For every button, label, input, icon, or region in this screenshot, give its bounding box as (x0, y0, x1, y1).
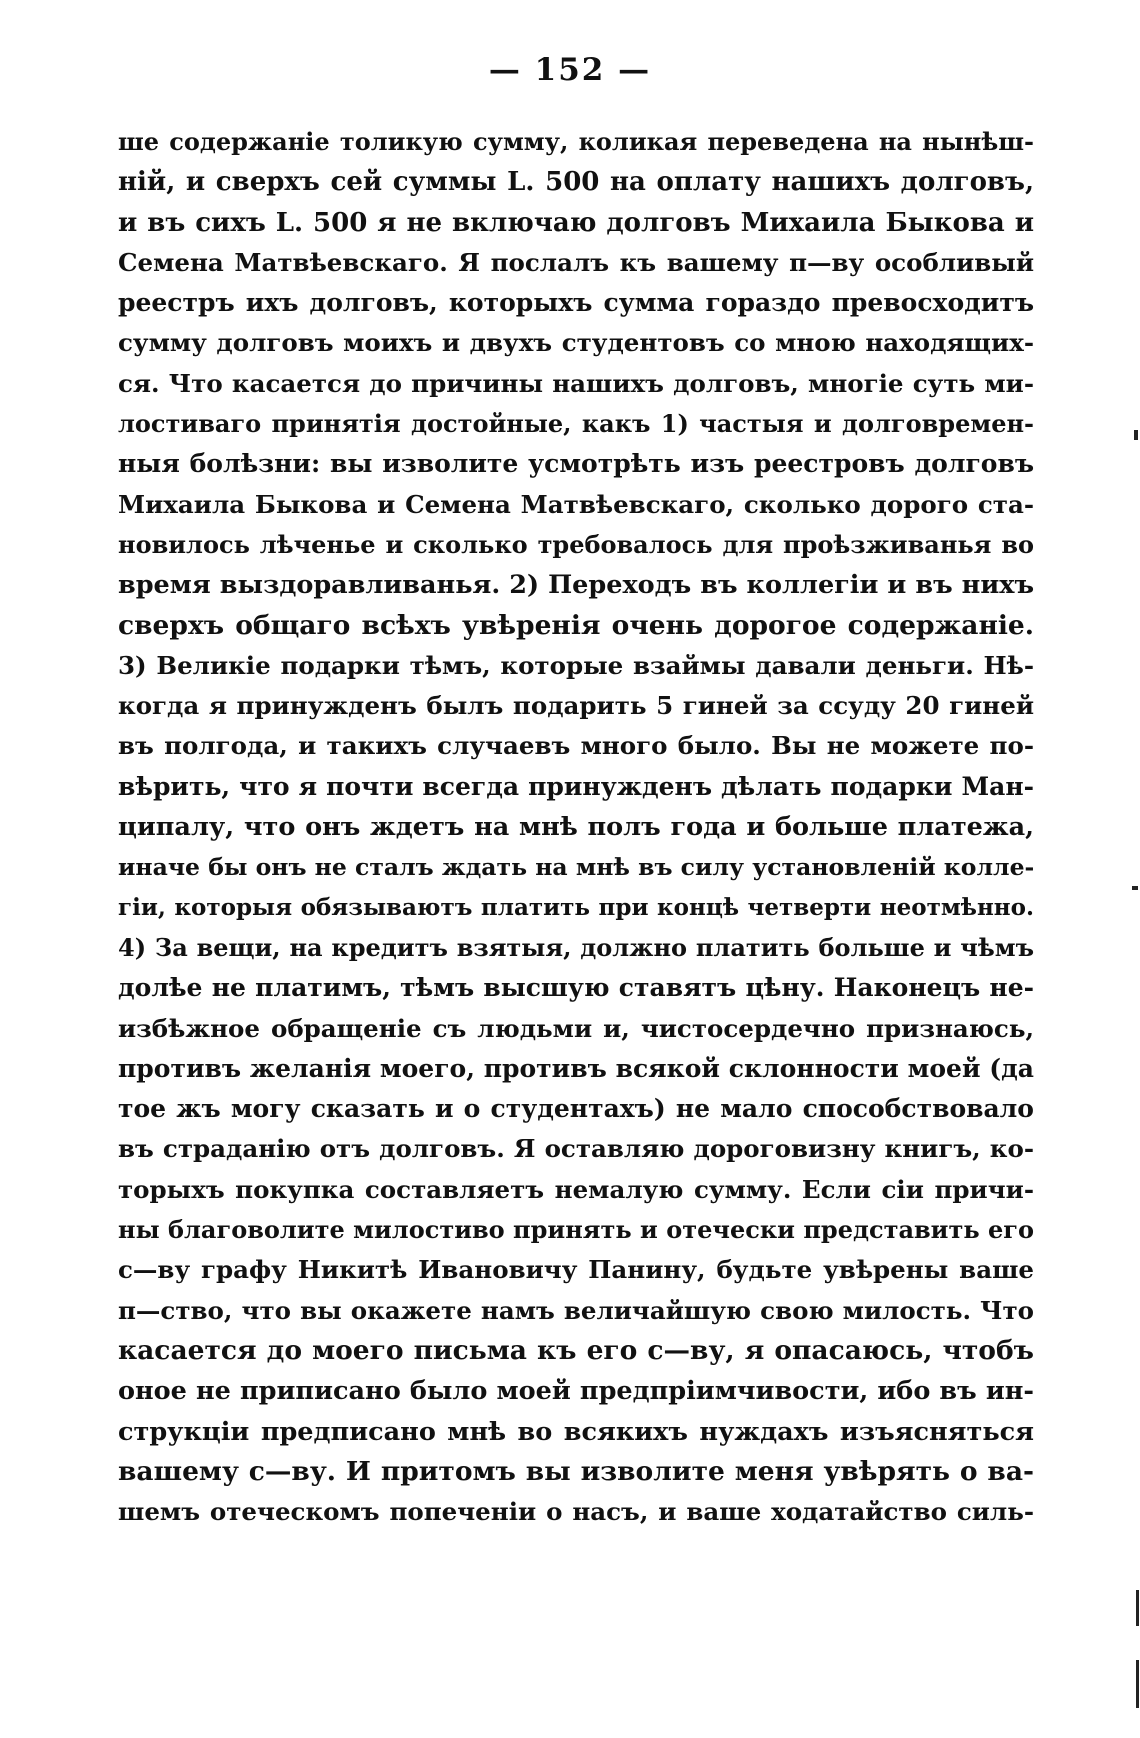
body-text (118, 122, 1034, 1532)
text-line: ны благоволите милостиво принять и отечески представить его (118, 1215, 1034, 1245)
text-line: оное не приписано было моей предпріимчивости, ибо въ ин- (118, 1376, 1034, 1407)
text-line: время выздоравливанья. 2) Переходъ въ коллегіи и въ нихъ (118, 570, 1034, 601)
text-line: тое жъ могу сказать и о студентахъ) не мало способствовало (118, 1094, 1034, 1124)
text-line: новилось лѣченье и сколько требовалось для проѣзживанья во (118, 529, 1034, 559)
text-line: ній, и сверхъ сей суммы L. 500 на оплату нашихъ долговъ, (118, 167, 1034, 198)
text-line: иначе бы онъ не сталъ ждать на мнѣ въ силу установленій колле- (118, 853, 1035, 882)
text-line: вѣрить, что я почти всегда принужденъ дѣлать подарки Ман- (118, 771, 1034, 801)
text-line: с—ву графу Никитѣ Ивановичу Панину, будьте увѣрены ваше (118, 1255, 1034, 1285)
text-line: ся. Что касается до причины нашихъ долговъ, многіе суть ми- (118, 368, 1034, 398)
text-line: ципалу, что онъ ждетъ на мнѣ полъ года и больше платежа, (118, 812, 1034, 843)
text-line: въ страданію отъ долговъ. Я оставляю дороговизну книгъ, ко- (118, 1134, 1034, 1164)
text-line: лостиваго принятія достойные, какъ 1) частыя и долговремен- (118, 409, 1034, 439)
text-line: Михаила Быкова и Семена Матвѣевскаго, сколько дорого ста- (118, 489, 1034, 519)
text-line: и въ сихъ L. 500 я не включаю долговъ Михаила Быкова и (118, 207, 1034, 238)
text-line: ныя болѣзни: вы изволите усмотрѣть изъ реестровъ долговъ (118, 449, 1034, 479)
text-line: когда я принужденъ былъ подарить 5 гиней за ссуду 20 гиней (118, 691, 1034, 721)
text-line: 4) За вещи, на кредитъ взятыя, должно платить больше и чѣмъ (118, 932, 1034, 962)
text-line: избѣжное обращеніе съ людьми и, чистосердечно признаюсь, (118, 1013, 1034, 1043)
text-line: сумму долговъ моихъ и двухъ студентовъ со мною нахoдящих- (118, 328, 1034, 358)
text-line: противъ желанія моего, противъ всякой склонности моей (да (118, 1053, 1034, 1083)
text-line: Семена Матвѣевскаго. Я послалъ къ вашему п—ву особливый (118, 247, 1034, 277)
scan-edge-mark (1136, 1590, 1139, 1626)
text-line: въ полгода, и такихъ случаевъ много было. Вы не можете по- (118, 731, 1034, 761)
text-line: гіи, которыя обязываютъ платить при концѣ четверти неотмѣнно. (118, 893, 1034, 921)
scan-edge-mark (1136, 1660, 1139, 1708)
text-line: торыхъ покупка составляетъ немалую сумму. Если сіи причи- (118, 1174, 1034, 1204)
scan-edge-mark (1134, 430, 1138, 440)
page-number: — 152 — (488, 52, 652, 88)
scan-edge-mark (1132, 886, 1138, 890)
text-line: долѣе не платимъ, тѣмъ высшую ставятъ цѣну. Наконецъ не- (118, 973, 1034, 1003)
text-line: ше содержаніе толикую сумму, коликая переведена на нынѣш- (118, 127, 1034, 156)
text-line: сверхъ общаго всѣхъ увѣренія очень дорогое содержаніе. (118, 609, 1034, 641)
text-line: 3) Великіе подарки тѣмъ, которые взаймы давали деньги. Нѣ- (118, 650, 1034, 680)
text-line: реестръ ихъ долговъ, которыхъ сумма гораздо превосходитъ (118, 288, 1034, 318)
text-line: п—ство, что вы окажете намъ величайшую свою милость. Что (118, 1295, 1034, 1325)
text-line: вашему с—ву. И притомъ вы изволите меня увѣрять о ва- (118, 1455, 1034, 1487)
text-line: струкціи предписано мнѣ во всякихъ нуждахъ изъясняться (118, 1416, 1034, 1447)
text-line: касается до моего письма къ его с—ву, я опасаюсь, чтобъ (118, 1334, 1034, 1366)
text-line: шемъ отеческомъ попеченіи о насъ, и ваше ходатайство силь- (118, 1497, 1034, 1527)
